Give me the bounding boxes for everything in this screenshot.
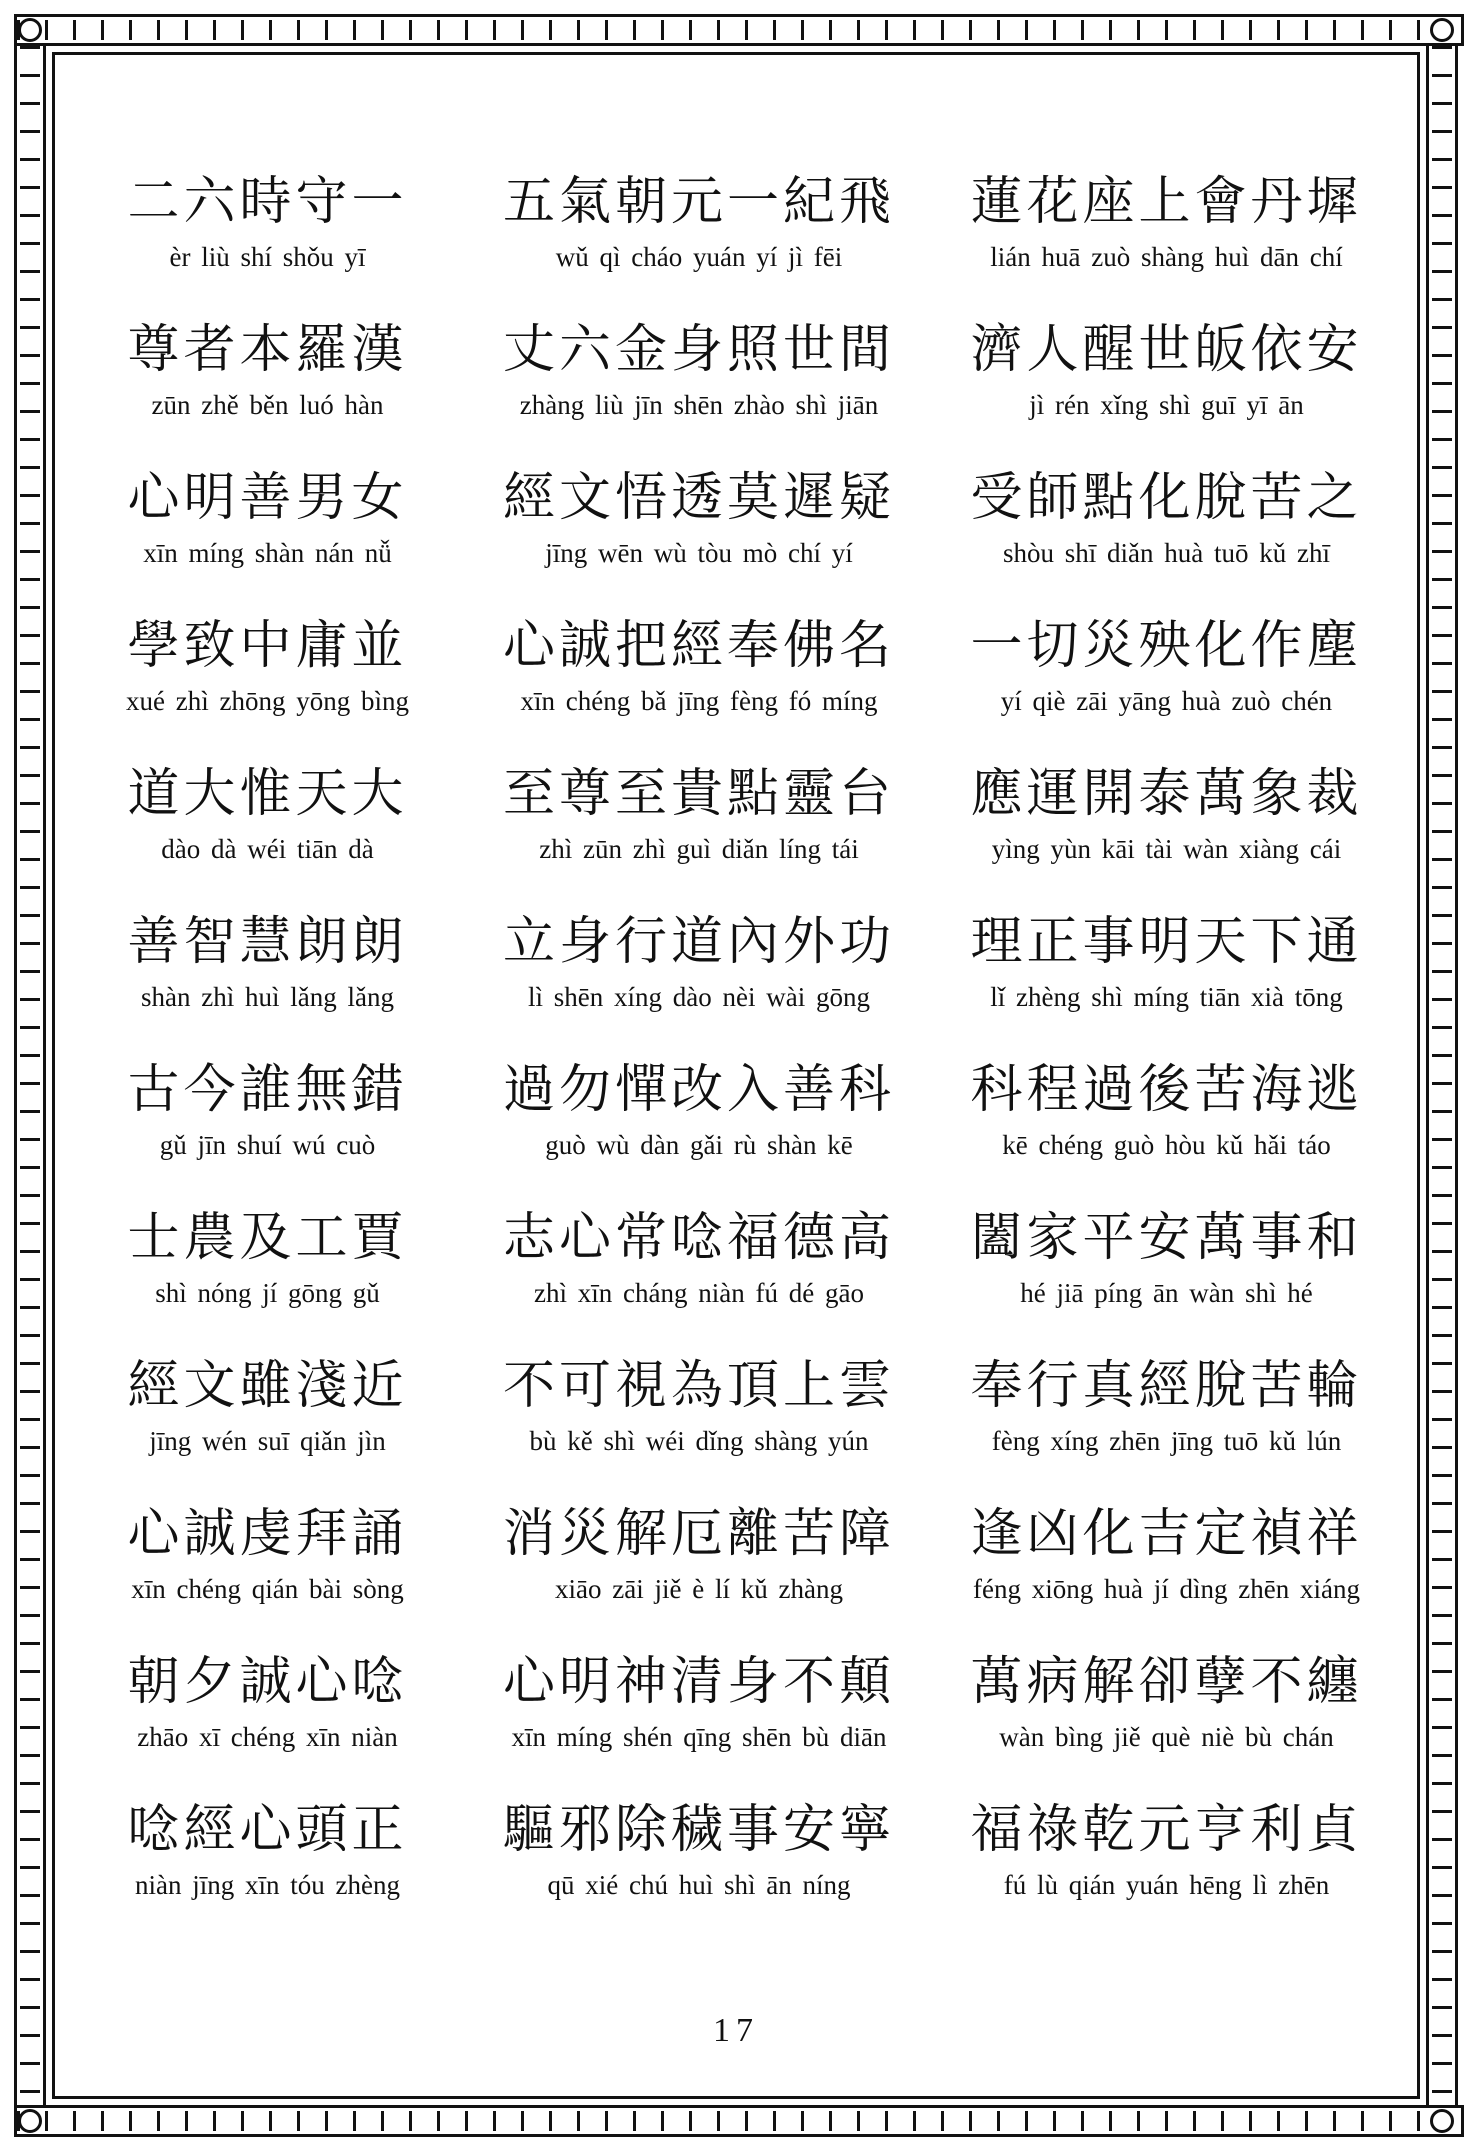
verse-line xyxy=(933,1058,1400,1206)
verse-pinyin: jīng wēn wù tòu mò chí yí xyxy=(545,538,853,568)
verse-pinyin: jì rén xǐng shì guī yī ān xyxy=(1029,390,1304,420)
verse-pinyin: zhāo xī chéng xīn niàn xyxy=(137,1722,398,1752)
verse-hanzi: 善智慧朗朗 xyxy=(127,912,408,972)
verse-line xyxy=(70,170,465,318)
verse-hanzi: 不可視為頂上雲 xyxy=(502,1356,895,1416)
verse-line xyxy=(933,1354,1400,1502)
verse-hanzi: 五氣朝元一紀飛 xyxy=(502,172,895,232)
verse-pinyin: xīn chéng bǎ jīng fèng fó míng xyxy=(520,686,878,716)
verse-hanzi: 福祿乾元亨利貞 xyxy=(970,1800,1363,1860)
verse-pinyin: bù kě shì wéi dǐng shàng yún xyxy=(529,1426,869,1456)
verse-line xyxy=(465,1502,933,1650)
verse-hanzi: 濟人醒世皈依安 xyxy=(970,320,1363,380)
verse-hanzi: 闔家平安萬事和 xyxy=(970,1208,1363,1268)
verse-line xyxy=(933,1502,1400,1650)
verse-hanzi: 經文雖淺近 xyxy=(127,1356,408,1416)
verse-hanzi: 消災解厄離苦障 xyxy=(502,1504,895,1564)
verse-line xyxy=(933,1206,1400,1354)
verse-hanzi: 立身行道內外功 xyxy=(502,912,895,972)
verse-hanzi: 理正事明天下通 xyxy=(970,912,1363,972)
verse-hanzi: 逢凶化吉定禎祥 xyxy=(970,1504,1363,1564)
greek-key-border-icon xyxy=(14,14,1464,46)
verse-line xyxy=(933,466,1400,614)
verse-line xyxy=(465,318,933,466)
verse-pinyin: èr liù shí shǒu yī xyxy=(169,242,366,272)
verse-hanzi: 心誠把經奉佛名 xyxy=(502,616,895,676)
verse-line xyxy=(70,1058,465,1206)
verse-line xyxy=(465,1650,933,1798)
verse-pinyin: xīn chéng qián bài sòng xyxy=(131,1574,404,1604)
greek-key-border-icon xyxy=(1426,46,1458,2105)
verse-pinyin: fú lù qián yuán hēng lì zhēn xyxy=(1003,1870,1330,1900)
verse-pinyin: yí qiè zāi yāng huà zuò chén xyxy=(1000,686,1333,716)
verse-hanzi: 萬病解卻孽不纏 xyxy=(970,1652,1363,1712)
verse-line xyxy=(933,614,1400,762)
verse-line xyxy=(933,910,1400,1058)
verse-hanzi: 心誠虔拜誦 xyxy=(127,1504,408,1564)
verse-pinyin: gǔ jīn shuí wú cuò xyxy=(159,1130,376,1160)
corner-ring-icon xyxy=(18,18,42,42)
verse-line xyxy=(465,1206,933,1354)
verse-pinyin: xīn míng shàn nán nǚ xyxy=(143,538,392,568)
verse-hanzi: 尊者本羅漢 xyxy=(127,320,408,380)
verse-line xyxy=(70,1798,465,1946)
verse-hanzi: 蓮花座上會丹墀 xyxy=(970,172,1363,232)
verse-pinyin: wàn bìng jiě què niè bù chán xyxy=(999,1722,1334,1752)
verse-hanzi: 唸經心頭正 xyxy=(127,1800,408,1860)
verse-hanzi: 士農及工賈 xyxy=(127,1208,408,1268)
greek-key-border-icon xyxy=(14,2105,1464,2137)
verse-line xyxy=(465,1058,933,1206)
verse-pinyin: lì shēn xíng dào nèi wài gōng xyxy=(528,982,870,1012)
verse-line xyxy=(70,1206,465,1354)
verse-pinyin: hé jiā píng ān wàn shì hé xyxy=(1020,1278,1313,1308)
verse-pinyin: kē chéng guò hòu kǔ hǎi táo xyxy=(1002,1130,1331,1160)
verse-hanzi: 古今誰無錯 xyxy=(127,1060,408,1120)
verse-hanzi: 心明善男女 xyxy=(127,468,408,528)
verse-line xyxy=(70,614,465,762)
verse-line xyxy=(933,762,1400,910)
verse-hanzi: 朝夕誠心唸 xyxy=(127,1652,408,1712)
verse-line xyxy=(70,1502,465,1650)
verse-hanzi: 經文悟透莫遲疑 xyxy=(502,468,895,528)
verse-pinyin: qū xié chú huì shì ān níng xyxy=(547,1870,851,1900)
verse-pinyin: zhì zūn zhì guì diǎn líng tái xyxy=(539,834,859,864)
verse-hanzi: 一切災殃化作塵 xyxy=(970,616,1363,676)
verse-line xyxy=(70,466,465,614)
verse-pinyin: lián huā zuò shàng huì dān chí xyxy=(990,242,1343,272)
verse-hanzi: 二六時守一 xyxy=(127,172,408,232)
verse-hanzi: 科程過後苦海逃 xyxy=(970,1060,1363,1120)
verse-grid xyxy=(70,170,1400,1946)
verse-pinyin: zhàng liù jīn shēn zhào shì jiān xyxy=(519,390,879,420)
verse-hanzi: 學致中庸並 xyxy=(127,616,408,676)
verse-line xyxy=(465,910,933,1058)
verse-hanzi: 過勿憚改入善科 xyxy=(502,1060,895,1120)
verse-hanzi: 應運開泰萬象裁 xyxy=(970,764,1363,824)
verse-pinyin: guò wù dàn gǎi rù shàn kē xyxy=(545,1130,853,1160)
verse-pinyin: xué zhì zhōng yōng bìng xyxy=(126,686,409,716)
verse-pinyin: shòu shī diǎn huà tuō kǔ zhī xyxy=(1003,538,1330,568)
corner-ring-icon xyxy=(1430,18,1454,42)
verse-hanzi: 受師點化脫苦之 xyxy=(970,468,1363,528)
greek-key-border-icon xyxy=(14,46,46,2105)
verse-line xyxy=(70,1650,465,1798)
verse-hanzi: 志心常唸福德高 xyxy=(502,1208,895,1268)
verse-pinyin: fèng xíng zhēn jīng tuō kǔ lún xyxy=(991,1426,1342,1456)
verse-line xyxy=(933,318,1400,466)
verse-hanzi: 奉行真經脫苦輪 xyxy=(970,1356,1363,1416)
verse-pinyin: lǐ zhèng shì míng tiān xià tōng xyxy=(990,982,1343,1012)
verse-pinyin: niàn jīng xīn tóu zhèng xyxy=(135,1870,400,1900)
corner-ring-icon xyxy=(18,2109,42,2133)
verse-line xyxy=(933,1798,1400,1946)
verse-line xyxy=(465,1354,933,1502)
verse-pinyin: wǔ qì cháo yuán yí jì fēi xyxy=(555,242,843,272)
verse-line xyxy=(465,170,933,318)
verse-line xyxy=(933,1650,1400,1798)
verse-pinyin: dào dà wéi tiān dà xyxy=(161,834,374,864)
corner-ring-icon xyxy=(1430,2109,1454,2133)
verse-line xyxy=(465,466,933,614)
verse-line xyxy=(933,170,1400,318)
verse-hanzi: 至尊至貴點靈台 xyxy=(502,764,895,824)
verse-pinyin: féng xiōng huà jí dìng zhēn xiáng xyxy=(973,1574,1360,1604)
verse-line xyxy=(70,762,465,910)
verse-pinyin: zhì xīn cháng niàn fú dé gāo xyxy=(534,1278,864,1308)
verse-pinyin: shì nóng jí gōng gǔ xyxy=(155,1278,380,1308)
verse-pinyin: zūn zhě běn luó hàn xyxy=(151,390,384,420)
verse-pinyin: shàn zhì huì lǎng lǎng xyxy=(141,982,394,1012)
verse-pinyin: jīng wén suī qiǎn jìn xyxy=(149,1426,386,1456)
verse-hanzi: 驅邪除穢事安寧 xyxy=(502,1800,895,1860)
verse-hanzi: 道大惟天大 xyxy=(127,764,408,824)
verse-hanzi: 心明神清身不顛 xyxy=(502,1652,895,1712)
verse-pinyin: xiāo zāi jiě è lí kǔ zhàng xyxy=(555,1574,843,1604)
verse-hanzi: 丈六金身照世間 xyxy=(502,320,895,380)
verse-line xyxy=(70,318,465,466)
verse-line xyxy=(70,1354,465,1502)
verse-line xyxy=(465,614,933,762)
page-number: 17 xyxy=(713,2012,759,2049)
verse-line xyxy=(465,1798,933,1946)
verse-line xyxy=(465,762,933,910)
verse-pinyin: yìng yùn kāi tài wàn xiàng cái xyxy=(991,834,1342,864)
verse-line xyxy=(70,910,465,1058)
verse-pinyin: xīn míng shén qīng shēn bù diān xyxy=(511,1722,887,1752)
